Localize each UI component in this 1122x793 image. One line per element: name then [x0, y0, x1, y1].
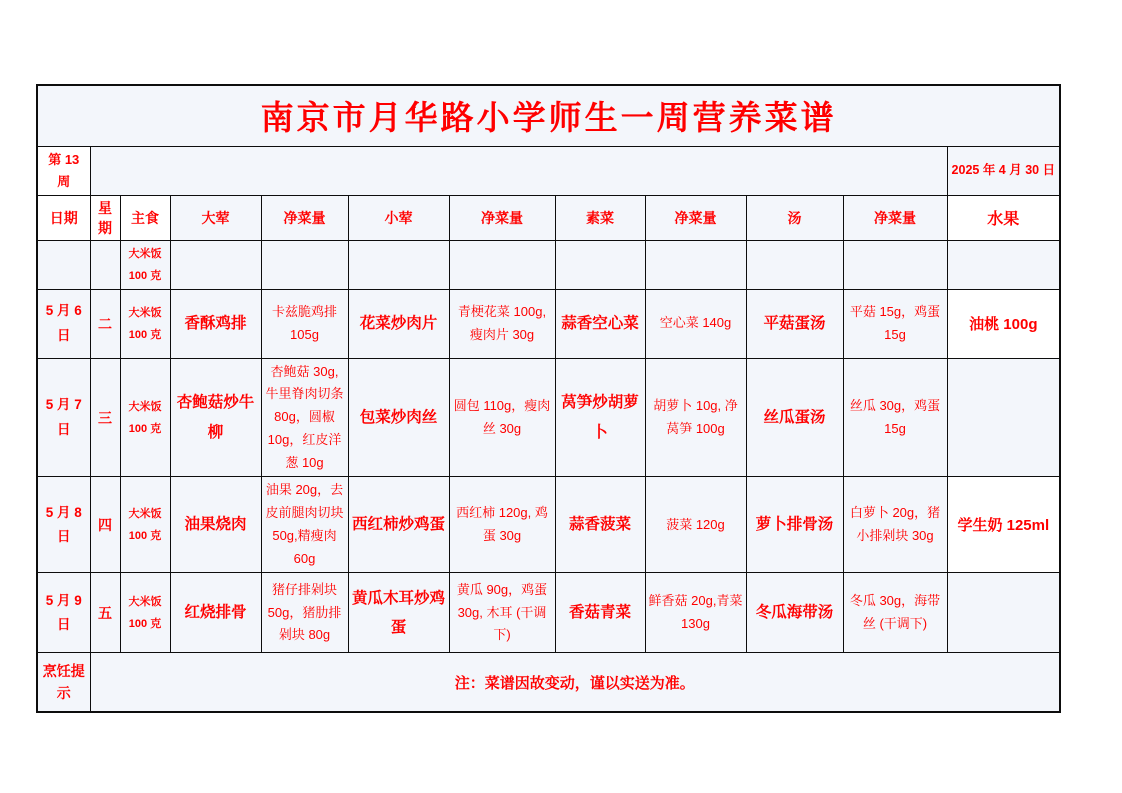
cell-big-meat: 油果烧肉 — [170, 477, 261, 573]
cell-staple: 大米饭 100 克 — [120, 289, 170, 358]
cell-weekday: 五 — [90, 573, 120, 653]
table-row — [37, 477, 1060, 573]
cell-small-meat — [348, 240, 449, 289]
cell-fruit: 学生奶 125ml — [947, 477, 1060, 573]
cell-soup — [746, 240, 843, 289]
cell-fruit — [947, 358, 1060, 477]
cell-vegetable: 香菇青菜 — [555, 573, 645, 653]
cell-weekday: 三 — [90, 358, 120, 477]
col-header-net-qty-1: 净菜量 — [261, 195, 348, 240]
cell-vegetable-qty: 鲜香菇 20g,青菜 130g — [645, 573, 746, 653]
cell-small-meat-qty: 西红柿 120g, 鸡蛋 30g — [449, 477, 555, 573]
table-row — [37, 240, 1060, 289]
cell-fruit — [947, 573, 1060, 653]
cell-vegetable-qty: 胡萝卜 10g, 净莴笋 100g — [645, 358, 746, 477]
cell-soup: 丝瓜蛋汤 — [746, 358, 843, 477]
cell-vegetable: 蒜香菠菜 — [555, 477, 645, 573]
col-header-staple: 主食 — [120, 195, 170, 240]
col-header-soup: 汤 — [746, 195, 843, 240]
col-header-date: 日期 — [37, 195, 90, 240]
menu-change-note: 注：菜谱因故变动，谨以实送为准。 — [90, 653, 1060, 712]
col-header-small-meat: 小荤 — [348, 195, 449, 240]
cell-small-meat-qty: 黄瓜 90g，鸡蛋 30g, 木耳 (干调下) — [449, 573, 555, 653]
cell-vegetable: 莴笋炒胡萝卜 — [555, 358, 645, 477]
cell-staple: 大米饭 100 克 — [120, 358, 170, 477]
cell-small-meat: 西红柿炒鸡蛋 — [348, 477, 449, 573]
col-header-fruit: 水果 — [947, 195, 1060, 240]
cell-fruit: 油桃 100g — [947, 289, 1060, 358]
cell-date — [37, 240, 90, 289]
cell-vegetable: 蒜香空心菜 — [555, 289, 645, 358]
cell-big-meat-qty: 猪仔排剁块 50g，猪肋排剁块 80g — [261, 573, 348, 653]
cell-vegetable-qty: 菠菜 120g — [645, 477, 746, 573]
cell-soup: 萝卜排骨汤 — [746, 477, 843, 573]
page-title: 南京市月华路小学师生一周营养菜谱 — [37, 85, 1060, 146]
col-header-net-qty-4: 净菜量 — [843, 195, 947, 240]
cell-staple: 大米饭 100 克 — [120, 573, 170, 653]
cell-soup: 冬瓜海带汤 — [746, 573, 843, 653]
cell-vegetable — [555, 240, 645, 289]
cell-small-meat-qty: 青梗花菜 100g, 瘦肉片 30g — [449, 289, 555, 358]
cooking-tips-label: 烹饪提示 — [37, 653, 90, 712]
cell-big-meat — [170, 240, 261, 289]
cell-weekday: 四 — [90, 477, 120, 573]
cell-weekday — [90, 240, 120, 289]
col-header-big-meat: 大荤 — [170, 195, 261, 240]
menu-date-label: 2025 年 4 月 30 日 — [947, 146, 1060, 195]
cell-small-meat-qty: 圆包 110g，瘦肉丝 30g — [449, 358, 555, 477]
cell-date: 5 月 6 日 — [37, 289, 90, 358]
cell-big-meat-qty: 杏鲍菇 30g, 牛里脊肉切条 80g，圆椒 10g，红皮洋葱 10g — [261, 358, 348, 477]
table-row — [37, 573, 1060, 653]
cell-soup-qty: 白萝卜 20g，猪小排剁块 30g — [843, 477, 947, 573]
cell-staple: 大米饭 100 克 — [120, 477, 170, 573]
table-row — [37, 358, 1060, 477]
cell-big-meat: 杏鲍菇炒牛柳 — [170, 358, 261, 477]
cell-soup-qty: 丝瓜 30g，鸡蛋 15g — [843, 358, 947, 477]
cell-big-meat-qty: 油果 20g，去皮前腿肉切块 50g,精瘦肉 60g — [261, 477, 348, 573]
cell-soup-qty — [843, 240, 947, 289]
cell-big-meat-qty: 卡兹脆鸡排 105g — [261, 289, 348, 358]
col-header-net-qty-2: 净菜量 — [449, 195, 555, 240]
col-header-weekday: 星期 — [90, 195, 120, 240]
table-row — [37, 289, 1060, 358]
cell-soup: 平菇蛋汤 — [746, 289, 843, 358]
week-number-label: 第 13 周 — [37, 146, 90, 195]
cell-small-meat: 包菜炒肉丝 — [348, 358, 449, 477]
cell-big-meat: 红烧排骨 — [170, 573, 261, 653]
cell-weekday: 二 — [90, 289, 120, 358]
col-header-net-qty-3: 净菜量 — [645, 195, 746, 240]
cell-date: 5 月 7 日 — [37, 358, 90, 477]
cell-small-meat-qty — [449, 240, 555, 289]
cell-big-meat-qty — [261, 240, 348, 289]
col-header-vegetable: 素菜 — [555, 195, 645, 240]
week-row-spacer — [90, 146, 947, 195]
cell-date: 5 月 8 日 — [37, 477, 90, 573]
cell-soup-qty: 冬瓜 30g，海带丝 (干调下) — [843, 573, 947, 653]
cell-small-meat: 黄瓜木耳炒鸡蛋 — [348, 573, 449, 653]
cell-date: 5 月 9 日 — [37, 573, 90, 653]
cell-big-meat: 香酥鸡排 — [170, 289, 261, 358]
weekly-menu-table — [36, 84, 1061, 713]
cell-soup-qty: 平菇 15g，鸡蛋 15g — [843, 289, 947, 358]
cell-vegetable-qty: 空心菜 140g — [645, 289, 746, 358]
cell-staple: 大米饭 100 克 — [120, 240, 170, 289]
cell-small-meat: 花菜炒肉片 — [348, 289, 449, 358]
cell-fruit — [947, 240, 1060, 289]
cell-vegetable-qty — [645, 240, 746, 289]
